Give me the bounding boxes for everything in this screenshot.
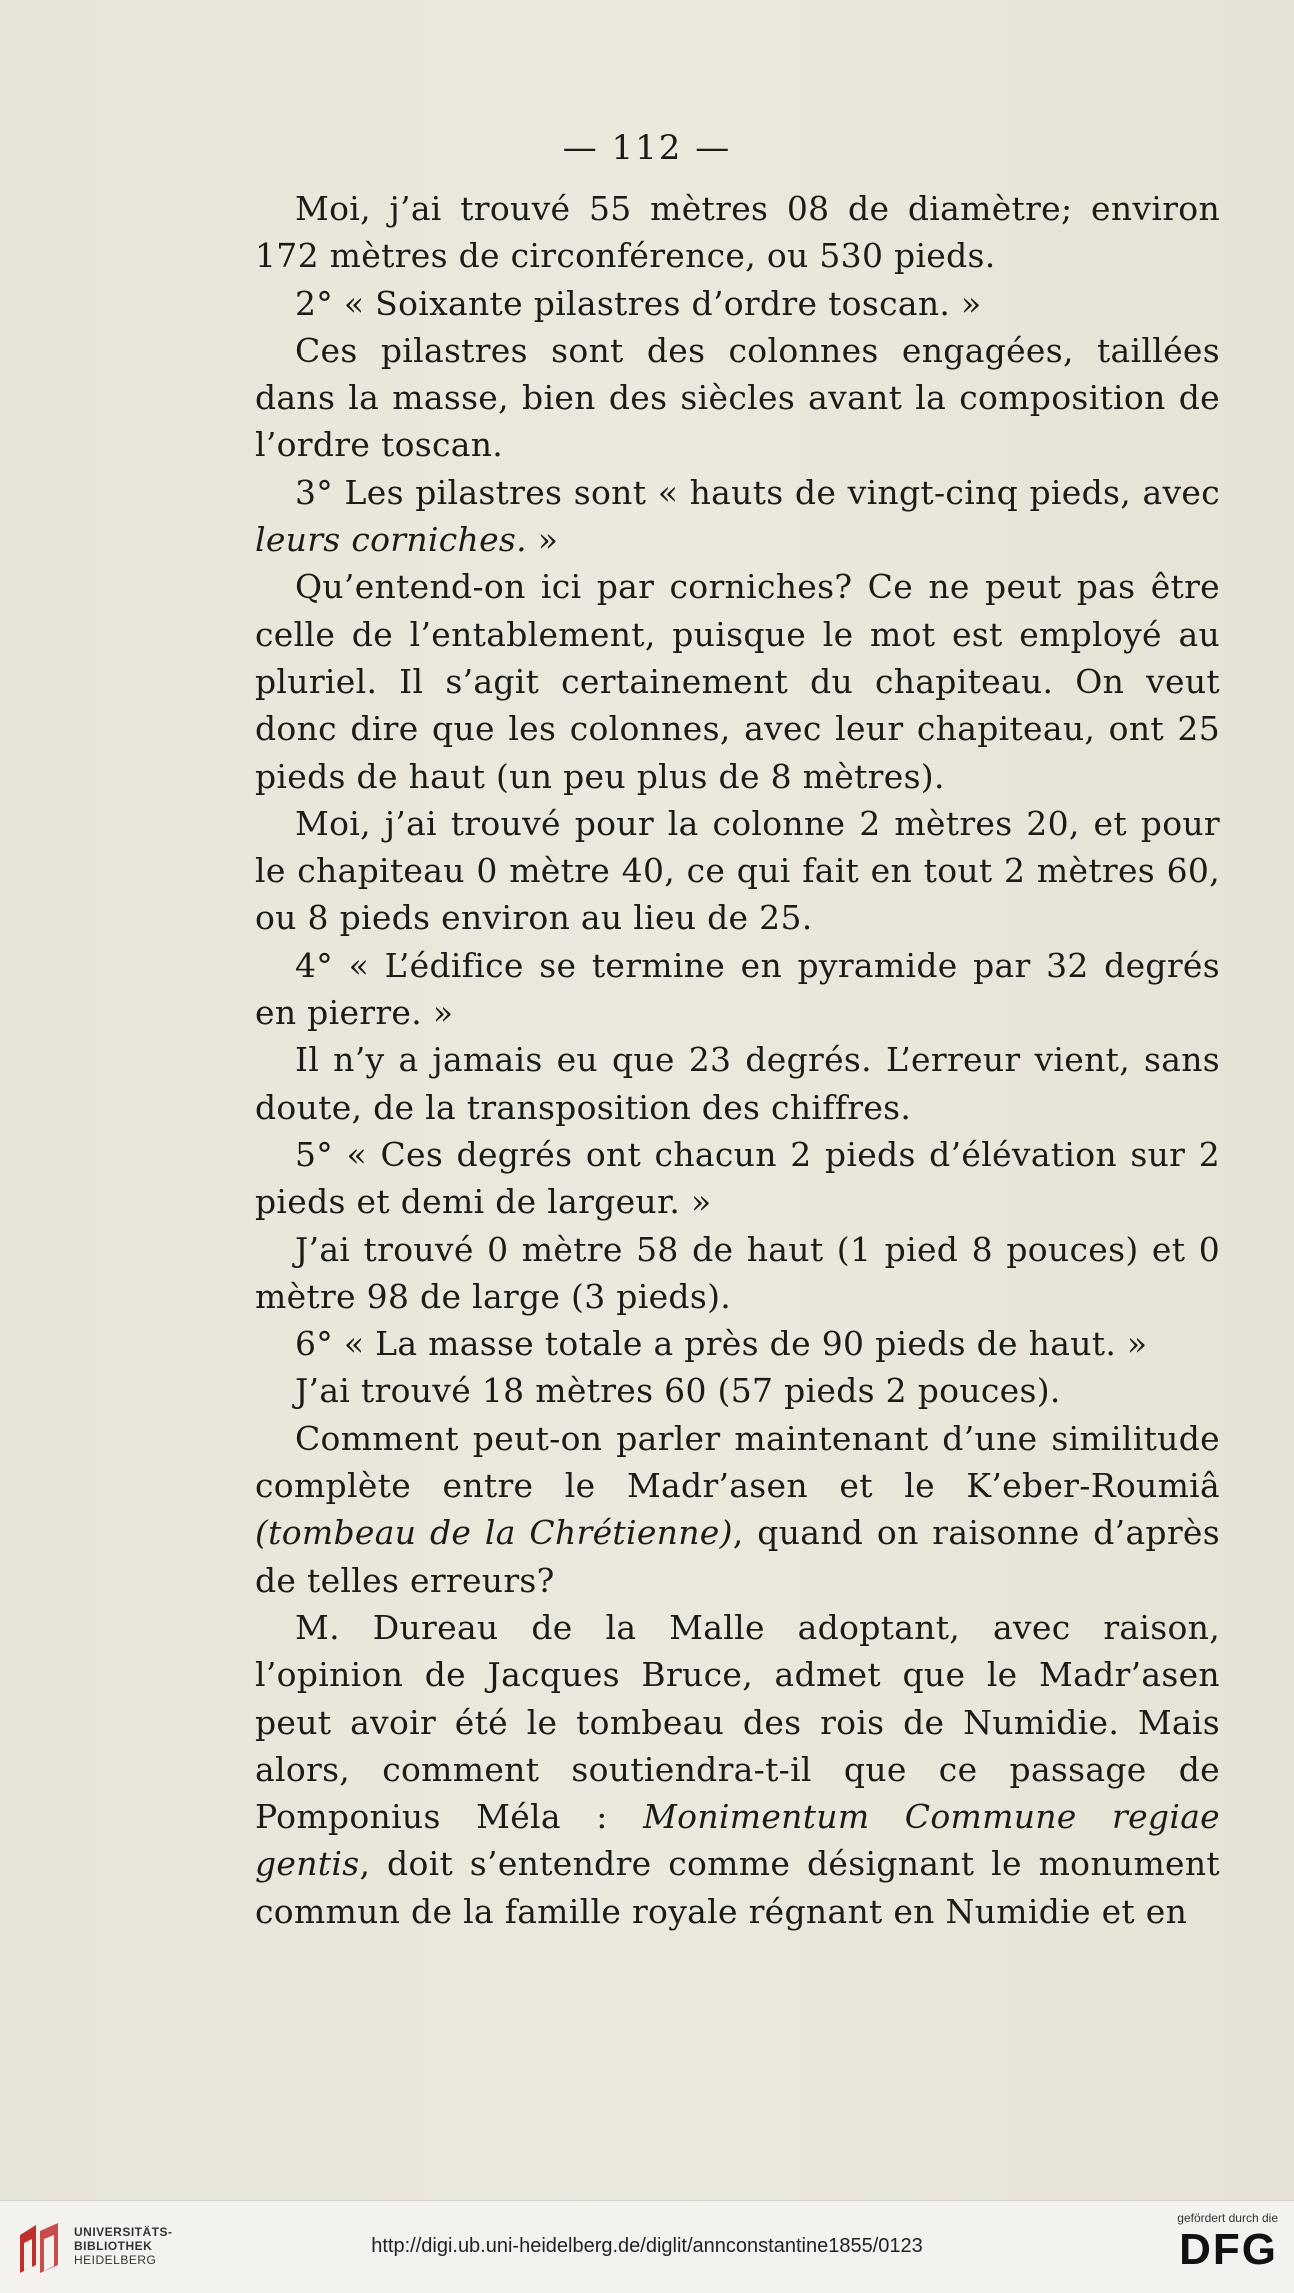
text-run: 6° « La masse totale a près de 90 pieds de haut. » [295, 1324, 1148, 1364]
funding-label: gefördert durch die [1177, 2211, 1278, 2225]
text-run: Moi, j’ai trouvé pour la colonne 2 mètres 20, et pour le chapiteau 0 mètre 40, ce qui fait en tout 2 mètres 60, ou 8 pieds environ au lieu de 25. [255, 803, 1220, 938]
page-number: — 112 — [562, 128, 732, 168]
permalink-url[interactable]: http://digi.ub.uni-heidelberg.de/diglit/annconstantine1855/0123 [371, 2235, 923, 2257]
library-name-line: HEIDELBERG [74, 2253, 157, 2267]
paragraph [255, 1604, 1220, 1935]
text-run: Qu’entend-on ici par corniches? Ce ne peut pas être celle de l’entablement, puisque le mot est employé au pluriel. Il s’agit certainement du chapiteau. On veut donc dire que les colonnes, avec leur chapiteau, ont 25 pieds de haut (un peu plus de 8 mètres). [255, 567, 1220, 796]
library-name-line: BIBLIOTHEK [74, 2239, 153, 2253]
text-run: 5° « Ces degrés ont chacun 2 pieds d’élévation sur 2 pieds et demi de largeur. » [255, 1134, 1220, 1222]
text-run: Moi, j’ai trouvé 55 mètres 08 de diamètre; environ 172 mètres de circonférence, ou 530 pieds. [255, 189, 1220, 276]
funding-notice [1177, 2211, 1278, 2275]
paragraph [255, 280, 1220, 327]
paragraph [255, 1415, 1220, 1604]
body-text [255, 185, 1220, 1935]
text-run: Il n’y a jamais eu que 23 degrés. L’erreur vient, sans doute, de la transposition des chiffres. [255, 1040, 1220, 1127]
paragraph [255, 800, 1220, 942]
text-run: , doit s’entendre comme désignant le monument commun de la famille royale régnant en Numidie et en [255, 1844, 1220, 1931]
text-run: » [526, 520, 559, 560]
digitization-footer [0, 2200, 1294, 2293]
paragraph [255, 469, 1220, 564]
paragraph [255, 185, 1220, 280]
text-run: J’ai trouvé 18 mètres 60 (57 pieds 2 pouces). [295, 1371, 1061, 1411]
text-run: , quand on raisonne d’après de telles erreurs? [255, 1513, 1220, 1600]
text-run: J’ai trouvé 0 mètre 58 de haut (1 pied 8 pouces) et 0 mètre 98 de large (3 pieds). [255, 1229, 1220, 1316]
text-run: Ces pilastres sont des colonnes engagées, taillées dans la masse, bien des siècles avant la composition de l’ordre toscan. [255, 330, 1220, 465]
italic-text: (tombeau de la Chrétienne) [255, 1513, 733, 1553]
dfg-logo: DFG [1179, 2225, 1278, 2274]
italic-text: Monimentum Commune regiae gentis [255, 1797, 1221, 1884]
text-run: 4° « L’édifice se termine en pyramide par 32 degrés en pierre. » [255, 945, 1220, 1033]
paragraph [255, 942, 1220, 1037]
paragraph [255, 1131, 1220, 1226]
paragraph [255, 563, 1220, 799]
paragraph [255, 1367, 1220, 1414]
paragraph [255, 327, 1220, 469]
text-run: 3° Les pilastres sont « hauts de vingt-cinq pieds, avec [295, 472, 1220, 512]
italic-text: leurs corniches. [255, 520, 527, 560]
library-name-line: UNIVERSITÄTS- [74, 2225, 173, 2239]
paragraph [255, 1036, 1220, 1131]
paragraph [255, 1226, 1220, 1321]
text-run: Comment peut-on parler maintenant d’une similitude complète entre le Madr’asen et le K’eber-Roumiâ [255, 1418, 1220, 1506]
paragraph [255, 1320, 1220, 1367]
text-run: M. Dureau de la Malle adoptant, avec raison, l’opinion de Jacques Bruce, admet que le Madr’asen peut avoir été le tombeau des rois de Numidie. Mais alors, comment soutiendra-t-il que ce passage de Pomponius Méla : [255, 1607, 1220, 1837]
text-run: 2° « Soixante pilastres d’ordre toscan. » [295, 283, 982, 323]
